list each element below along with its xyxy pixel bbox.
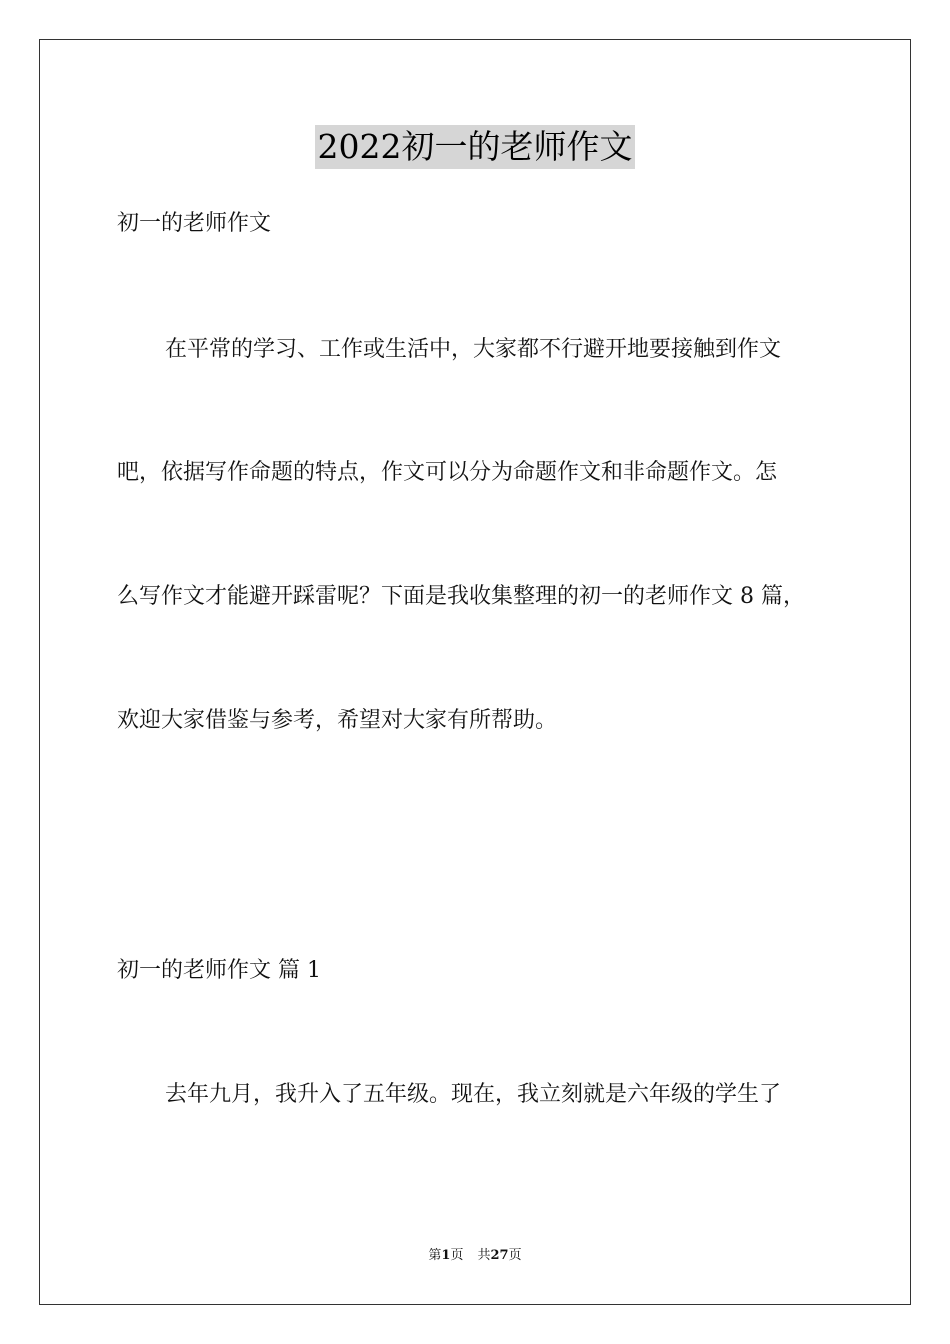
paragraph-line: 在平常的学习、工作或生活中，大家都不行避开地要接触到作文 xyxy=(165,337,782,362)
title-container xyxy=(0,125,950,169)
page-number: 1 xyxy=(441,1248,451,1263)
paragraph-line: 么写作文才能避开踩雷呢？下面是我收集整理的初一的老师作文 8 篇， xyxy=(117,584,805,609)
document-subtitle: 初一的老师作文 xyxy=(117,211,272,236)
paragraph-line: 吧，依据写作命题的特点，作文可以分为命题作文和非命题作文。怎 xyxy=(117,460,778,485)
paragraph-line: 去年九月，我升入了五年级。现在，我立刻就是六年级的学生了 xyxy=(165,1082,782,1107)
total-pages: 27 xyxy=(490,1248,509,1263)
section-heading: 初一的老师作文 篇 1 xyxy=(117,958,321,983)
paragraph-line: 欢迎大家借鉴与参考，希望对大家有所帮助。 xyxy=(117,708,558,733)
document-title: 2022初一的老师作文 xyxy=(315,125,636,169)
page-prefix: 第 xyxy=(428,1248,442,1263)
total-prefix: 共 xyxy=(477,1248,491,1263)
total-suffix: 页 xyxy=(508,1248,522,1263)
page-suffix: 页 xyxy=(450,1248,464,1263)
page-footer xyxy=(0,1247,950,1265)
